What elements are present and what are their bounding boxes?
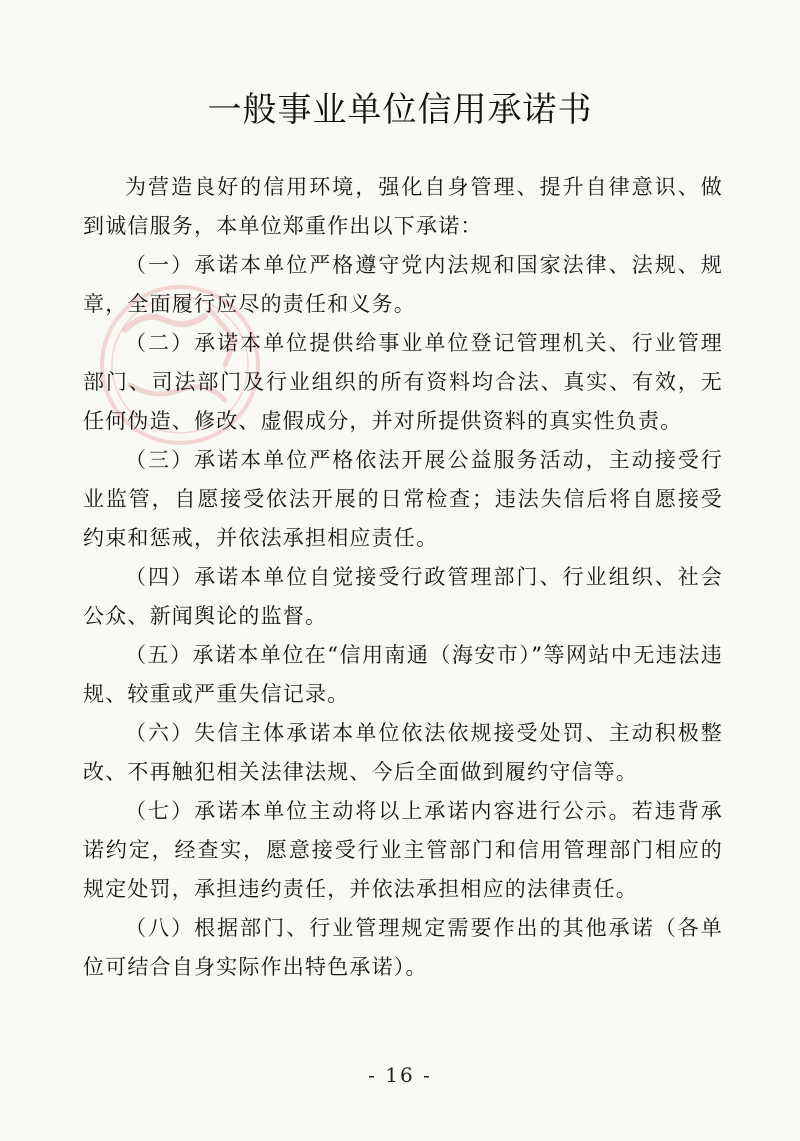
commitment-item-3: （三）承诺本单位严格依法开展公益服务活动，主动接受行业监管，自愿接受依法开展的日常检查；违法失信后将自愿接受约束和惩戒，并依法承担相应责任。: [83, 448, 723, 550]
commitment-item-6: （六）失信主体承诺本单位依法依规接受处罚、主动积极整改、不再触犯相关法律法规、今后全面做到履约守信等。: [83, 721, 723, 784]
document-body: [83, 168, 723, 987]
commitment-item-5: （五）承诺本单位在“信用南通（海安市）”等网站中无违法违规、较重或严重失信记录。: [83, 643, 723, 706]
commitment-item-2: （二）承诺本单位提供给事业单位登记管理机关、行业管理部门、司法部门及行业组织的所有资料均合法、真实、有效，无任何伪造、修改、虚假成分，并对所提供资料的真实性负责。: [83, 331, 723, 433]
page-number: - 16 -: [368, 1063, 432, 1087]
intro-paragraph: 为营造良好的信用环境，强化自身管理、提升自律意识、做到诚信服务，本单位郑重作出以下承诺：: [83, 175, 723, 238]
document-title: 一般事业单位信用承诺书: [207, 90, 593, 130]
commitment-item-8: （八）根据部门、行业管理规定需要作出的其他承诺（各单位可结合自身实际作出特色承诺）。: [83, 916, 723, 979]
commitment-item-7: （七）承诺本单位主动将以上承诺内容进行公示。若违背承诺约定，经查实，愿意接受行业主管部门和信用管理部门相应的规定处罚，承担违约责任，并依法承担相应的法律责任。: [83, 799, 723, 901]
commitment-item-4: （四）承诺本单位自觉接受行政管理部门、行业组织、社会公众、新闻舆论的监督。: [83, 565, 723, 628]
commitment-item-1: （一）承诺本单位严格遵守党内法规和国家法律、法规、规章，全面履行应尽的责任和义务。: [83, 253, 723, 316]
